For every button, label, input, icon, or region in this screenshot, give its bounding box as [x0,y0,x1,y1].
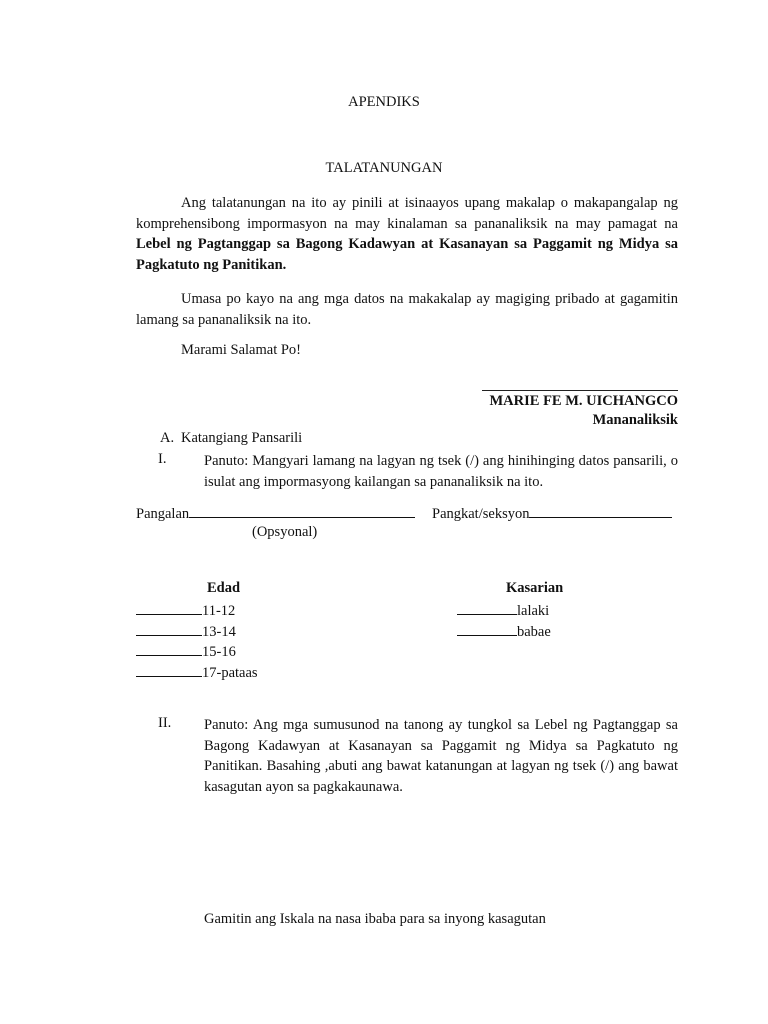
age-option[interactable] [136,642,236,661]
checkbox-blank[interactable] [457,622,517,636]
section-label: Pangkat/seksyon [432,506,530,522]
checkbox-blank[interactable] [136,642,202,656]
checkbox-blank[interactable] [457,601,517,615]
checkbox-blank[interactable] [136,663,202,677]
name-label: Pangalan [136,506,190,522]
age-option[interactable] [136,663,258,682]
signature-line [482,390,678,391]
sex-option-label: babae [517,624,551,640]
thanks-text: Marami Salamat Po! [181,342,302,358]
sex-option-label: lalaki [517,603,550,619]
age-option-label: 17-pataas [202,665,258,681]
age-option-label: 13-14 [202,624,236,640]
research-title: Lebel ng Pagtanggap sa Bagong Kadawyan at Kasanayan sa Paggamit ng Midya sa Pagkatuto ng Panitikan. [136,236,678,273]
section-blank[interactable] [529,504,672,518]
name-optional-note: (Opsyonal) [252,524,318,540]
checkbox-blank[interactable] [136,622,202,636]
age-option[interactable] [136,622,236,641]
intro-paragraph [136,193,678,275]
section-a-letter: A. [160,430,175,446]
sex-header: Kasarian [506,580,564,596]
name-field[interactable] [136,504,415,523]
part-1-numeral: I. [158,451,167,467]
intro-text: Ang talatanungan na ito ay pinili at isinaayos upang makalap o makapangalap ng komprehensibong impormasyon na may kinalaman sa pananaliksik na may pamagat na [136,195,678,232]
age-header: Edad [207,580,241,596]
checkbox-blank[interactable] [136,601,202,615]
page-heading: APENDIKS [348,94,420,110]
age-option-label: 11-12 [202,603,236,619]
privacy-paragraph: Umasa po kayo na ang mga datos na makakalap ay magiging pribado at gagamitin lamang sa pananaliksik na ito. [136,291,678,328]
part-2-numeral: II. [158,715,172,731]
questionnaire-title: TALATANUNGAN [325,160,443,176]
researcher-name: MARIE FE M. UICHANGCO [489,393,678,409]
section-a-label: Katangiang Pansarili [181,430,303,446]
sex-option[interactable] [457,622,551,641]
sex-option[interactable] [457,601,549,620]
part-2-instruction: Panuto: Ang mga sumusunod na tanong ay tungkol sa Lebel ng Pagtanggap sa Bagong Kadawyan at Kasanayan sa Paggamit ng Midya sa Pagkatuto ng Panitikan. Basahing ,abuti ang bawat katanungan at lagyan ng tsek (/) ang bawat kasagutan ayon sa pagkakaunawa. [204,717,678,795]
age-option-label: 15-16 [202,644,236,660]
section-field[interactable] [432,504,672,523]
age-option[interactable] [136,601,235,620]
researcher-role: Mananaliksik [592,412,678,428]
name-blank[interactable] [189,504,415,518]
part-1-instruction: Panuto: Mangyari lamang na lagyan ng tsek (/) ang hinihinging datos pansarili, o isulat ang impormasyong kailangan sa pananaliksik na ito. [204,453,678,490]
scale-note: Gamitin ang Iskala na nasa ibaba para sa inyong kasagutan [204,911,546,927]
